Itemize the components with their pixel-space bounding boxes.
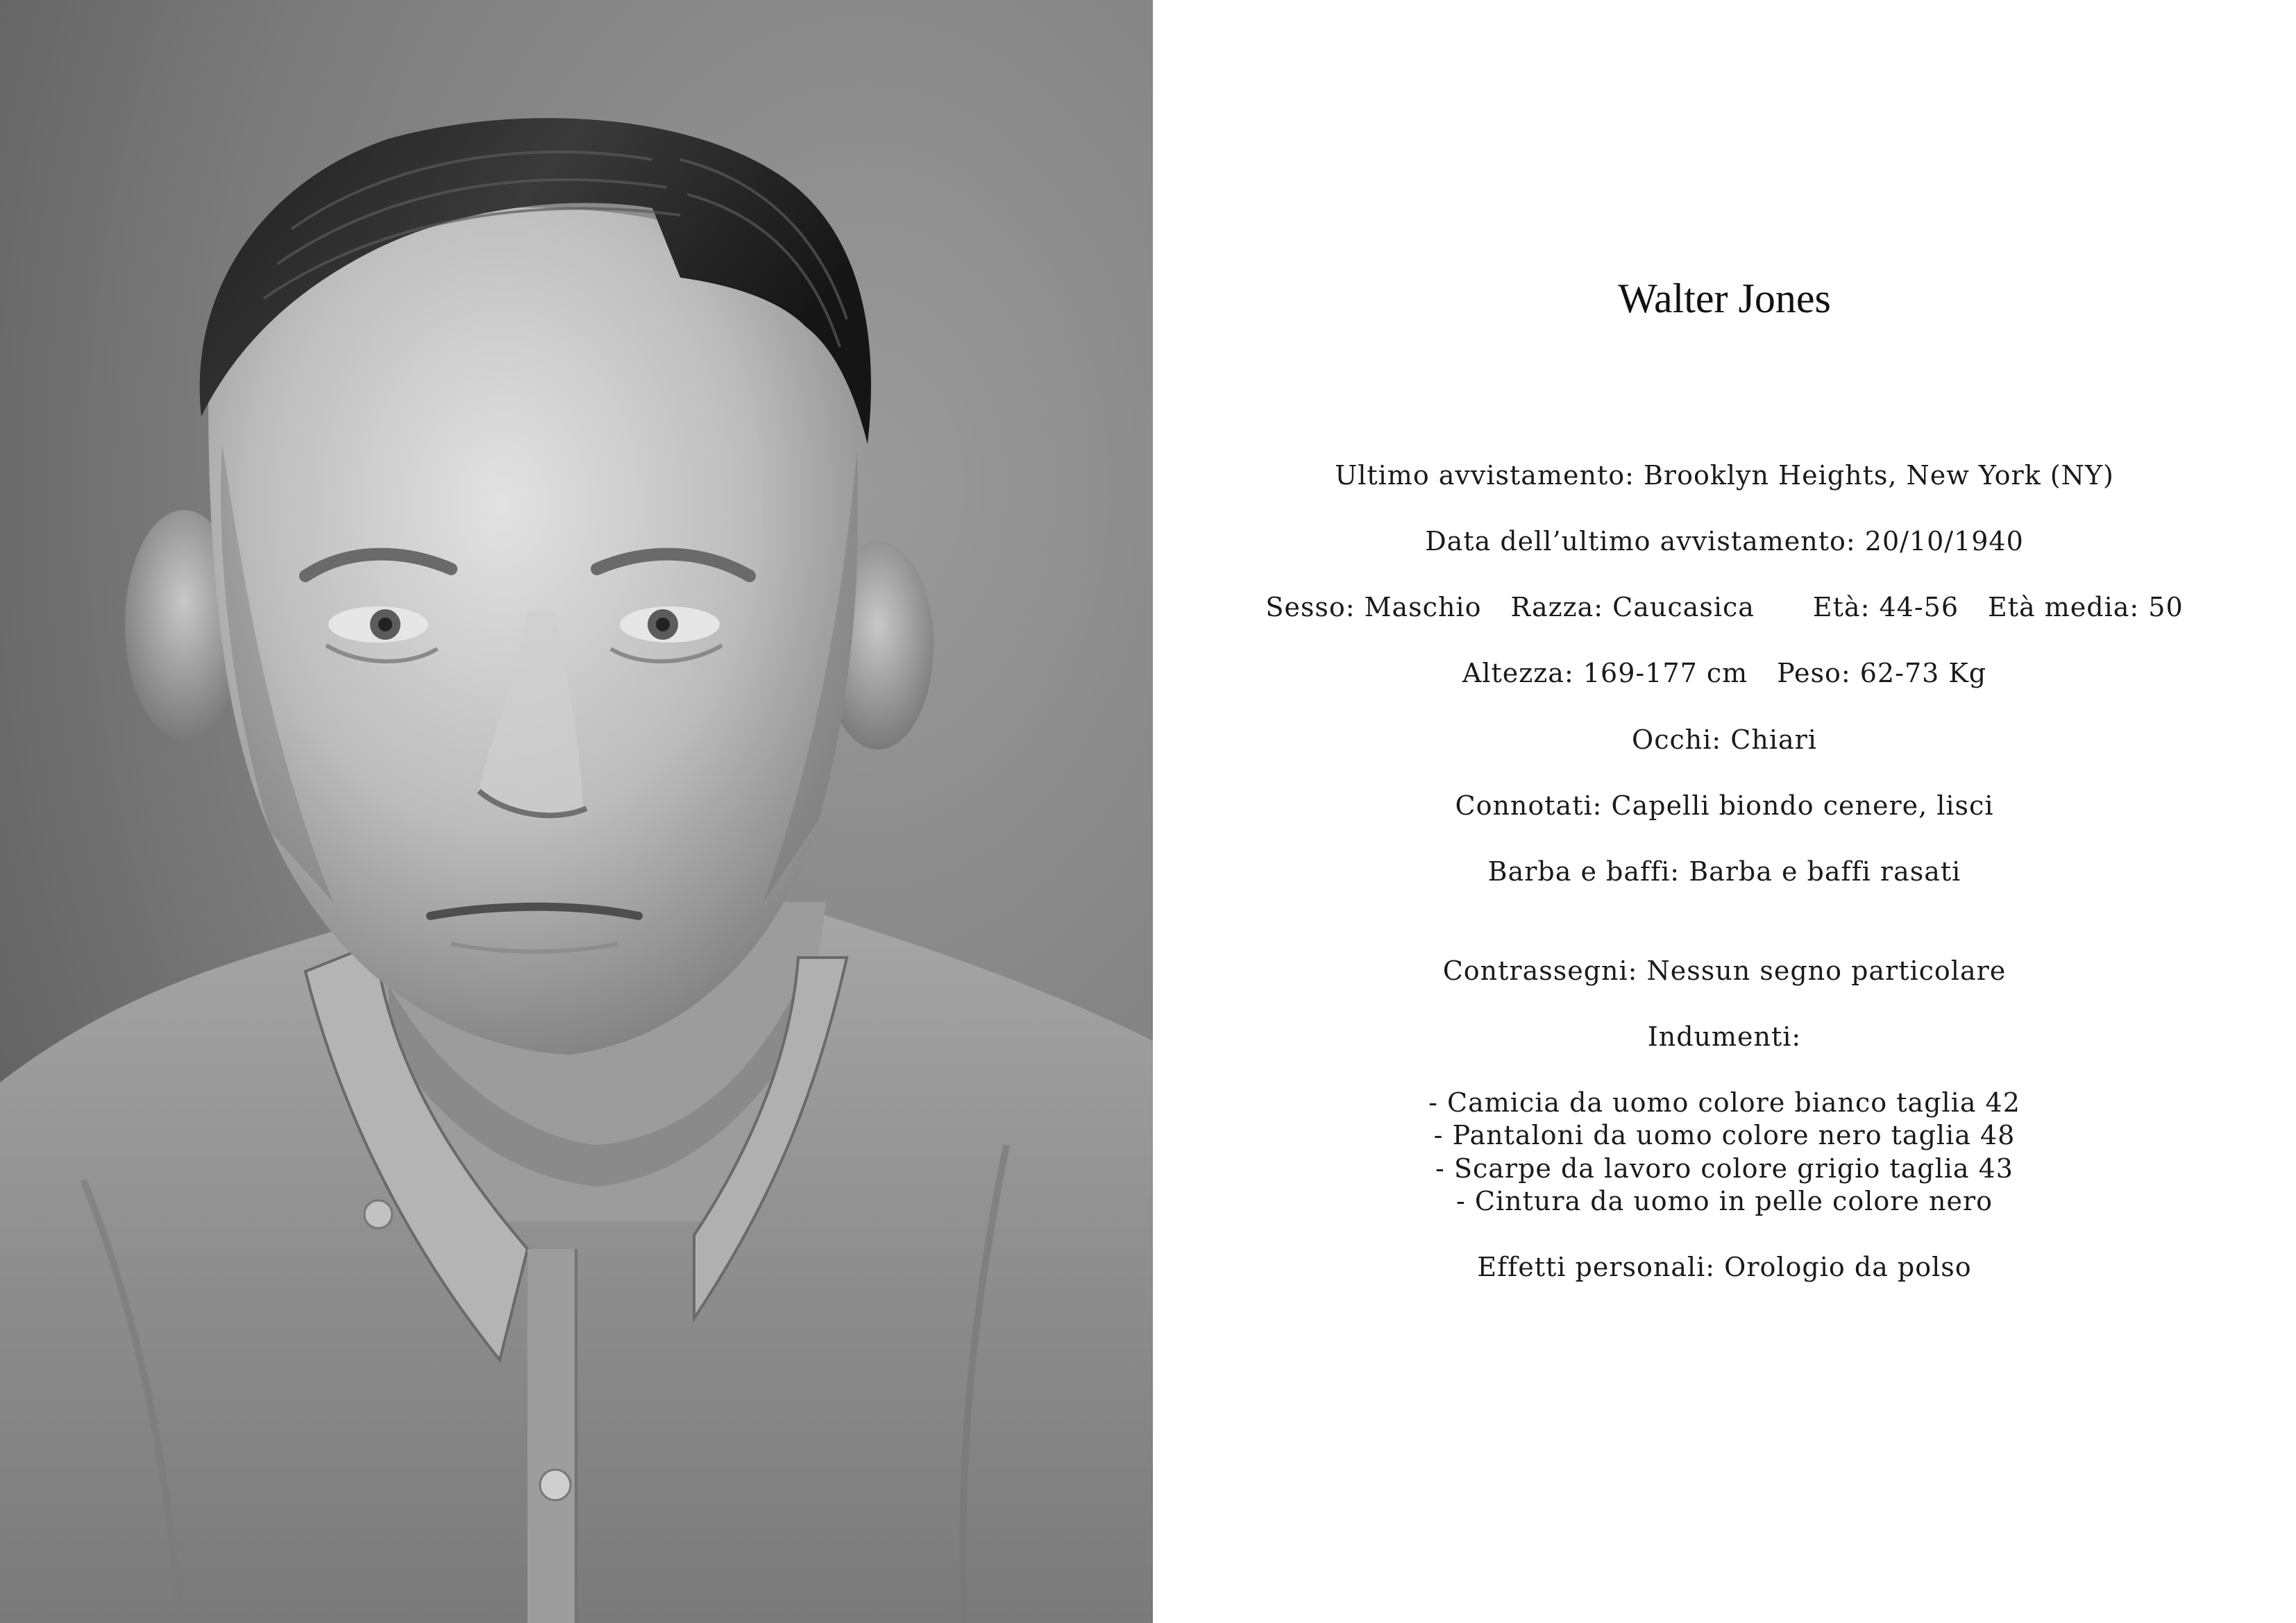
sex: Sesso: Maschio — [1265, 592, 1482, 622]
last-sighting-date: Data dell’ultimo avvistamento: 20/10/1940 — [1425, 526, 2024, 556]
race: Razza: Caucasica — [1510, 592, 1755, 622]
weight: Peso: 62-73 Kg — [1777, 658, 1987, 688]
clothing-item: - Pantaloni da uomo colore nero taglia 48 — [1433, 1120, 2016, 1150]
height: Altezza: 169-177 cm — [1462, 658, 1748, 688]
clothing-label: Indumenti: — [1647, 1021, 1802, 1052]
personal-effects: Effetti personali: Orologio da polso — [1477, 1252, 1972, 1282]
age: Età: 44-56 — [1812, 592, 1959, 622]
clothing-item: - Camicia da uomo colore bianco taglia 42 — [1428, 1087, 2020, 1118]
features: Connotati: Capelli biondo cenere, lisci — [1455, 790, 1994, 821]
average-age: Età media: 50 — [1988, 592, 2184, 622]
measurements-row — [1153, 656, 2296, 690]
person-name: Walter Jones — [1618, 275, 1831, 321]
beard: Barba e baffi: Barba e baffi rasati — [1487, 856, 1961, 887]
clothing-item: - Cintura da uomo in pelle colore nero — [1456, 1186, 1993, 1216]
distinguishing-marks: Contrassegni: Nessun segno particolare — [1442, 955, 2007, 986]
profile-panel — [1153, 0, 2296, 1623]
last-sighting: Ultimo avvistamento: Brooklyn Heights, New York (NY) — [1335, 460, 2114, 491]
eyes: Occhi: Chiari — [1632, 724, 1817, 755]
clothing-item: - Scarpe da lavoro colore grigio taglia 43 — [1435, 1153, 2014, 1184]
demographics-row — [1153, 590, 2296, 624]
